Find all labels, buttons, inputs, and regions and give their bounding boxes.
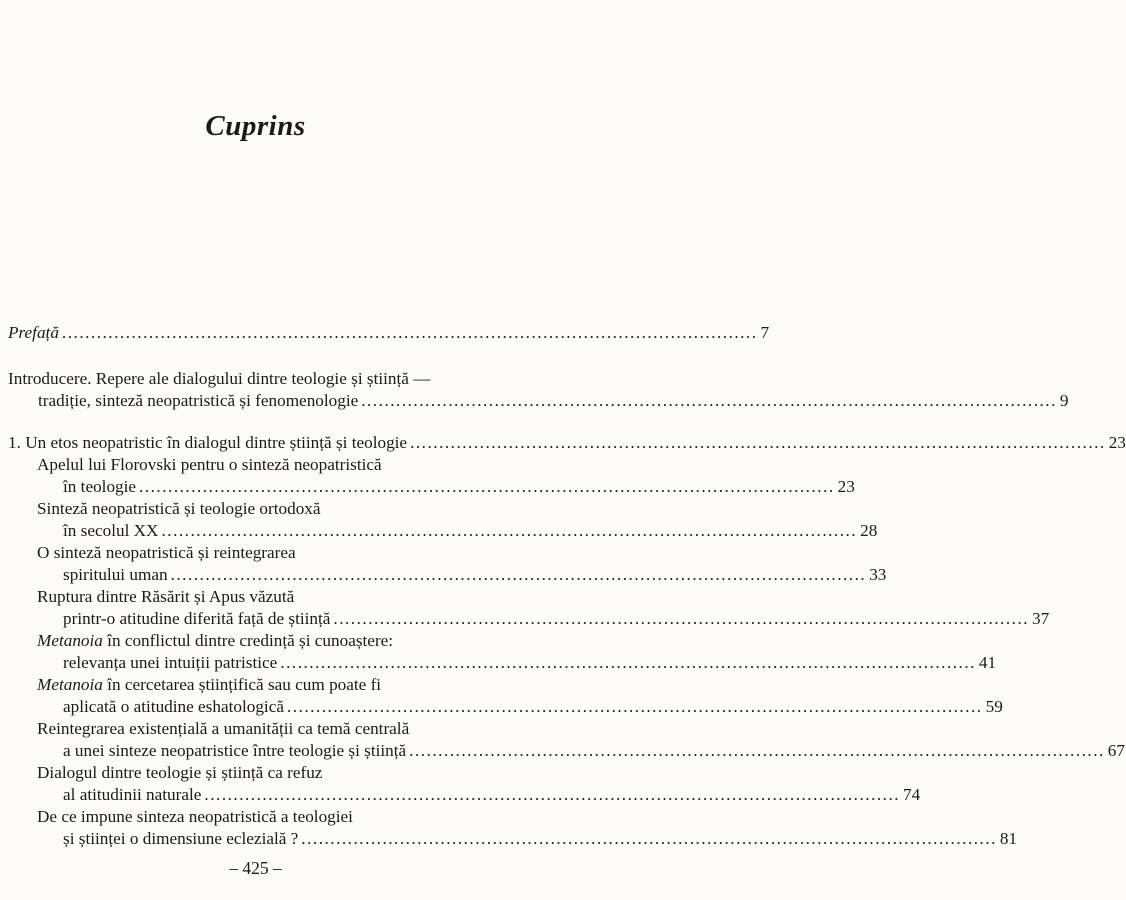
toc-section-2 xyxy=(37,498,878,542)
leader-dots: ........................................................................................................................ xyxy=(61,323,758,342)
toc-page-number: 33 xyxy=(869,565,887,584)
leader-dots: ........................................................................................................................ xyxy=(170,565,867,584)
leader-dots: ........................................................................................................................ xyxy=(361,391,1057,410)
toc-entry-title-line2: spiritului uman xyxy=(63,565,168,584)
toc-section-3 xyxy=(37,542,887,586)
toc-entry-title-line2: relevanța unei intuiții patristice xyxy=(63,653,278,672)
toc-section-9 xyxy=(37,806,1018,850)
toc-entry-title: Prefață xyxy=(8,323,59,342)
toc-page-number: 9 xyxy=(1059,391,1069,410)
leader-dots: ........................................................................................................................ xyxy=(139,477,835,496)
toc-entry-title-line2: printr-o atitudine diferită față de știință xyxy=(63,609,331,628)
toc-entry-title-line1: O sinteză neopatristică și reintegrarea xyxy=(37,543,296,562)
toc-page-number: 81 xyxy=(999,829,1018,848)
leader-dots: ........................................................................................................................ xyxy=(161,521,858,540)
toc-page-number: 7 xyxy=(760,323,770,342)
toc-entry-title-line1: în cercetarea științifică sau cum poate fi xyxy=(102,675,382,694)
leader-dots: ........................................................................................................................ xyxy=(409,741,1105,760)
toc-entry-introducere xyxy=(8,368,1069,412)
toc-page-number: 67 xyxy=(1107,741,1125,760)
toc-entry-title-line1: Sinteză neopatristică și teologie ortodoxă xyxy=(37,499,321,518)
toc-entry-title-line1: Apelul lui Florovski pentru o sinteză neopatristică xyxy=(37,455,382,474)
toc-entry-title-italic: Metanoia xyxy=(37,631,103,650)
toc-page-number: 59 xyxy=(985,697,1003,716)
toc-section-1 xyxy=(37,454,855,498)
toc-page-number: 28 xyxy=(860,521,878,540)
toc-entry-title-line2: a unei sinteze neopatristice între teologie și știință xyxy=(63,741,407,760)
toc-section-7 xyxy=(37,718,1125,762)
toc-entry-title: 1. Un etos neopatristic în dialogul dintre știință și teologie xyxy=(8,433,408,452)
toc-entry-title-line2: în teologie xyxy=(63,477,137,496)
toc-entry-title-line2: în secolul XX xyxy=(63,521,159,540)
toc-entry-prefata xyxy=(8,322,770,344)
toc-entry-title-line1: Ruptura dintre Răsărit și Apus văzută xyxy=(37,587,295,606)
toc-entry-title-line2: aplicată o atitudine eshatologică xyxy=(63,697,284,716)
toc-page-number: 41 xyxy=(978,653,997,672)
toc-entry-title-line2: al atitudinii naturale xyxy=(63,785,202,804)
toc-page-number: 23 xyxy=(837,477,855,496)
page-title: Cuprins xyxy=(205,110,306,142)
toc-entry-title-line1: Reintegrarea existențială a umanității ca temă centrală xyxy=(37,719,410,738)
leader-dots: ........................................................................................................................ xyxy=(280,653,976,672)
toc-entry-title-line2: tradiție, sinteză neopatristică și fenomenologie xyxy=(38,391,359,410)
toc-page-number: 74 xyxy=(903,785,921,804)
toc-section-4 xyxy=(37,586,1050,630)
toc-entry-title-line1: De ce impune sinteza neopatristică a teologiei xyxy=(37,807,353,826)
toc-section-8 xyxy=(37,762,921,806)
toc-section-5 xyxy=(37,630,997,674)
toc-entry-title-line1: în conflictul dintre credință și cunoaștere: xyxy=(102,631,394,650)
toc-entry-title-line1: Introducere. Repere ale dialogului dintre teologie și știință — xyxy=(8,369,431,388)
leader-dots: ........................................................................................................................ xyxy=(204,785,901,804)
toc-page-number: 23 xyxy=(1108,433,1126,452)
toc-entry-title-line1: Dialogul dintre teologie și știință ca refuz xyxy=(37,763,323,782)
leader-dots: ........................................................................................................................ xyxy=(333,609,1030,628)
leader-dots: ........................................................................................................................ xyxy=(410,433,1106,452)
toc-entry-title-line2: și științei o dimensiune eclezială ? xyxy=(63,829,299,848)
page-number: – 425 – xyxy=(229,858,282,878)
toc-entry-title-italic: Metanoia xyxy=(37,675,103,694)
toc-section-6 xyxy=(37,674,1003,718)
leader-dots: ........................................................................................................................ xyxy=(301,829,997,848)
toc-page-number: 37 xyxy=(1032,609,1050,628)
toc-chapter-1 xyxy=(8,432,1126,454)
leader-dots: ........................................................................................................................ xyxy=(286,697,983,716)
